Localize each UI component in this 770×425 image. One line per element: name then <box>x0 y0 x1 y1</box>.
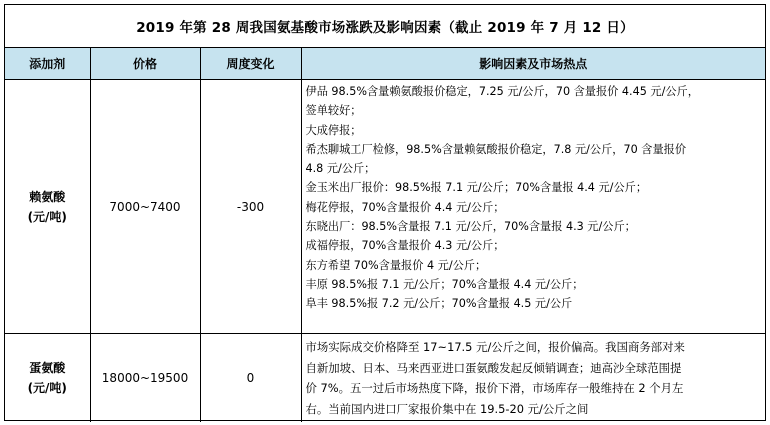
factor-line: 自新加坡、日本、马来西亚进口蛋氨酸发起反倾销调查；迪高沙全球范围提 <box>305 360 682 375</box>
factor-line: 希杰聊城工厂检修，98.5%含量赖氨酸报价稳定，7.8 元/公斤，70 含量报价 <box>305 142 687 156</box>
factor-line: 丰原 98.5%报 7.1 元/公斤；70%含量报 4.4 元/公斤； <box>305 277 584 291</box>
factor-line: 金玉米出厂报价：98.5%报 7.1 元/公斤；70%含量报 4.4 元/公斤； <box>305 181 648 195</box>
header-factors: 影响因素及市场热点 <box>301 48 765 80</box>
factor-line: 阜丰 98.5%报 7.2 元/公斤；70%含量报 4.5 元/公斤 <box>305 297 573 311</box>
amino-acid-table <box>5 48 765 422</box>
factor-line: 梅花停报，70%含量报价 4.4 元/公斤； <box>305 200 505 214</box>
change-cell: 0 <box>200 334 301 422</box>
header-row <box>5 48 765 80</box>
factor-line: 伊品 98.5%含量赖氨酸报价稳定，7.25 元/公斤，70 含量报价 4.45 元/公斤， <box>305 85 699 98</box>
table-row <box>5 334 765 422</box>
factor-line: 东方希望 70%含量报价 4 元/公斤； <box>305 258 487 272</box>
header-price: 价格 <box>90 48 200 80</box>
additive-cell <box>5 334 90 422</box>
factor-line: 4.8 元/公斤； <box>305 162 376 176</box>
price-cell: 18000~19500 <box>90 334 200 422</box>
factor-line: 成福停报，70%含量报价 4.3 元/公斤； <box>305 239 505 253</box>
factor-line: 价 7%。五一过后市场热度下降，报价下滑，市场库存一般维持在 2 个月左 <box>305 381 684 395</box>
factor-line: 右。当前国内进口厂家报价集中在 19.5-20 元/公斤之间 <box>305 401 589 416</box>
factor-line: 大成停报； <box>305 123 362 137</box>
factor-line: 市场实际成交价格降至 17~17.5 元/公斤之间，报价偏高。我国商务部对来 <box>305 340 685 354</box>
market-table-document <box>4 4 766 421</box>
factors-cell <box>301 334 765 422</box>
header-additive: 添加剂 <box>5 48 90 80</box>
additive-name: 蛋氨酸 <box>29 360 66 375</box>
price-cell: 7000~7400 <box>90 80 200 334</box>
table-row <box>5 80 765 334</box>
factor-line: 签单较好； <box>305 104 362 118</box>
additive-unit: (元/吨) <box>27 209 67 224</box>
header-weekly-change: 周度变化 <box>200 48 301 80</box>
factors-cell <box>301 80 765 334</box>
factor-line: 东晓出厂：98.5%含量报 7.1 元/公斤，70%含量报 4.3 元/公斤； <box>305 220 636 234</box>
change-cell: -300 <box>200 80 301 334</box>
document-title: 2019 年第 28 周我国氨基酸市场涨跌及影响因素（截止 2019 年 7 月 12 日） <box>5 5 765 48</box>
additive-name: 赖氨酸 <box>29 189 66 204</box>
additive-cell <box>5 80 90 334</box>
additive-unit: (元/吨) <box>27 380 67 395</box>
